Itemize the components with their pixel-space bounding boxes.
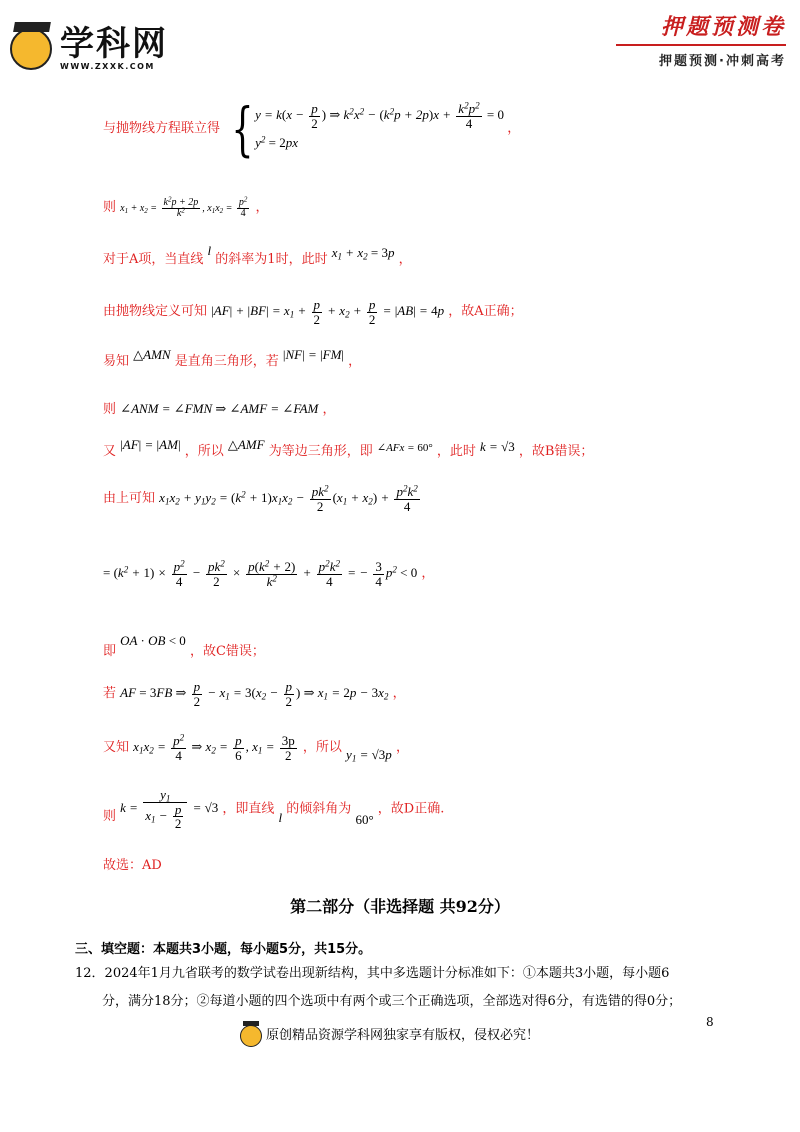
line-text: 对于A项，当直线 <box>103 252 204 267</box>
solution-line-7 <box>103 437 594 459</box>
banner-divider <box>616 44 786 46</box>
line-text: ，此时 <box>436 444 476 459</box>
math-expression: △AMF <box>227 437 265 452</box>
line-text: 由抛物线定义可知 <box>103 304 208 320</box>
math-expression: $x_1 + x_2 = 3p$ <box>331 245 395 262</box>
logo-mascot-icon <box>10 28 52 70</box>
math-expression: |NF| = |FM| <box>282 347 345 362</box>
line-text: ， <box>507 120 521 136</box>
solution-line-9 <box>103 560 434 588</box>
logo-url: WWW.ZXXK.COM <box>60 62 155 71</box>
solution-line-3 <box>103 243 412 267</box>
page-number: 8 <box>706 1015 714 1029</box>
line-text: ， <box>395 740 409 756</box>
solution-line-11 <box>103 680 406 708</box>
line-text: ， <box>392 686 406 702</box>
line-text: 则 <box>103 809 117 825</box>
math-expression: △AMN <box>133 347 171 362</box>
question-12-line-2: 分，满分18分；②每道小题的四个选项中有两个或三个正确选项，全部选对得6分，有选错的得0分； <box>102 994 682 1009</box>
line-text: ，故C错误； <box>189 644 265 659</box>
math-expression: $x_1x_2 + y_1y_2 = (k^2 + 1)x_1x_2$ − $\frac{pk^2}{2}$ $(x_1 + x_2)$ + $\frac{p^2k^2}{4}$ <box>159 483 418 514</box>
line-text: 为等边三角形，即 <box>268 444 373 459</box>
line-text: ， <box>322 402 336 417</box>
math-expression: k = √3 <box>480 439 515 454</box>
line-text: ， <box>255 200 269 215</box>
solution-line-2 <box>103 196 269 220</box>
line-text: 是直角三角形，若 <box>174 354 279 369</box>
line-text: 的倾斜角为 <box>286 801 352 817</box>
math-expression: $x_1x_2$ = $\frac{p^2}{4}$ ⇒ $x_2$ = $\frac{p}{6}$ , $x_1$ = $\frac{3p}{2}$ <box>133 732 295 763</box>
math-expression: $y_1 = √3p$ <box>346 747 392 764</box>
line-text: 与抛物线方程联立得 <box>103 120 221 136</box>
line-text: ，故D正确. <box>377 801 445 817</box>
line-text: ， <box>348 354 362 369</box>
line-text: 若 <box>103 686 117 702</box>
line-text: ，故B错误； <box>518 444 594 459</box>
math-expression: |AF| = |AM| <box>120 437 181 452</box>
math-expression: OA · OB < 0 <box>120 633 186 648</box>
logo-text: 学科网 <box>60 24 168 64</box>
graduation-cap-icon <box>13 22 51 32</box>
math-expression: AF = 3FB ⇒ $\frac{p}{2}$ − $x_1 = 3(x_2$ − $\frac{p}{2}$ ) ⇒ $x_1 = 2p - 3x_2$ <box>120 679 389 709</box>
solution-line-13: 则 k = $y_1$ $x_1$ − $\frac{p}{2}$ = √3 ，即直线 l 的倾斜角为 60° ，故D正确. <box>103 787 445 832</box>
math-expression: ∠ANM = ∠FMN ⇒ ∠AMF = ∠FAM <box>120 401 319 416</box>
line-text: 易知 <box>103 354 130 369</box>
site-logo <box>10 22 180 78</box>
math-system: { y = k(x − $\frac{p}{2}$ ) ⇒ $k^2x^2 - (k^2p + 2p)x$ + $\frac{k^2p^2}{4}$ = 0 $y^2 = 2px$ <box>231 95 504 163</box>
math-l: l <box>278 810 283 826</box>
line-text: ，即直线 <box>222 801 275 817</box>
copyright-text: 原创精品资源学科网独家享有版权，侵权必究！ <box>266 1028 540 1043</box>
math-expression: $x_1 + x_2$ = $\frac{k^2p + 2p}{k^2}$ , $x_1x_2$ = $\frac{p^2}{4}$ <box>120 195 248 220</box>
fill-in-title: 三、填空题：本题共3小题，每小题5分，共15分。 <box>75 942 372 957</box>
solution-line-8 <box>103 485 422 513</box>
line-text: ，所以 <box>302 740 342 756</box>
line-text: ，故A正确； <box>448 304 523 320</box>
solution-line-14: 故选：AD <box>103 858 162 873</box>
line-text: 则 <box>103 402 117 417</box>
line-text: ， <box>421 566 435 582</box>
math-expression: = $(k^2 + 1)$ × $\frac{p^2}{4}$ − $\frac{pk^2}{2}$ × $\frac{p(k^2 + 2)}{k^2}$ + $\frac{p^2k^2}{4}$ = − $\frac{3}{4}$ $p^2 < 0$ <box>103 558 418 589</box>
math-expression: $|AF| + |BF| = x_1$ + $\frac{p}{2}$ + $x_2$ + $\frac{p}{2}$ = |AB| = 4p <box>211 297 445 327</box>
solution-line-4 <box>103 298 523 326</box>
math-l: l <box>207 243 212 258</box>
line-text: ，所以 <box>184 444 224 459</box>
solution-line-12 <box>103 734 409 762</box>
line-text: 则 <box>103 200 117 215</box>
solution-line-10 <box>103 630 265 659</box>
math-angle: 60 <box>355 812 369 828</box>
section-title: 第二部分（非选择题 共92分） <box>290 897 510 916</box>
banner-subtitle: 押题预测·冲刺高考 <box>659 54 786 69</box>
line-text: 即 <box>103 644 117 659</box>
banner-title: 押题预测卷 <box>660 15 786 40</box>
line-text: 又 <box>103 444 117 459</box>
mascot-icon <box>240 1025 262 1047</box>
solution-line-1 <box>103 95 521 163</box>
math-expression: ∠AFx = 60° <box>376 442 433 454</box>
question-12-line-1: 12．2024年1月九省联考的数学试卷出现新结构，其中多选题计分标准如下：①本题共3小题，每小题6 <box>75 966 670 981</box>
footer-copyright <box>240 1024 539 1047</box>
line-text: 的斜率为1时，此时 <box>215 252 328 267</box>
line-text: 又知 <box>103 740 130 756</box>
math-expression: k = $y_1$ $x_1$ − $\frac{p}{2}$ = √3 <box>120 787 219 832</box>
exam-banner <box>616 14 786 69</box>
line-text: 由上可知 <box>103 491 156 507</box>
line-text: ， <box>398 252 412 267</box>
solution-line-6 <box>103 398 336 417</box>
solution-line-5 <box>103 347 362 369</box>
